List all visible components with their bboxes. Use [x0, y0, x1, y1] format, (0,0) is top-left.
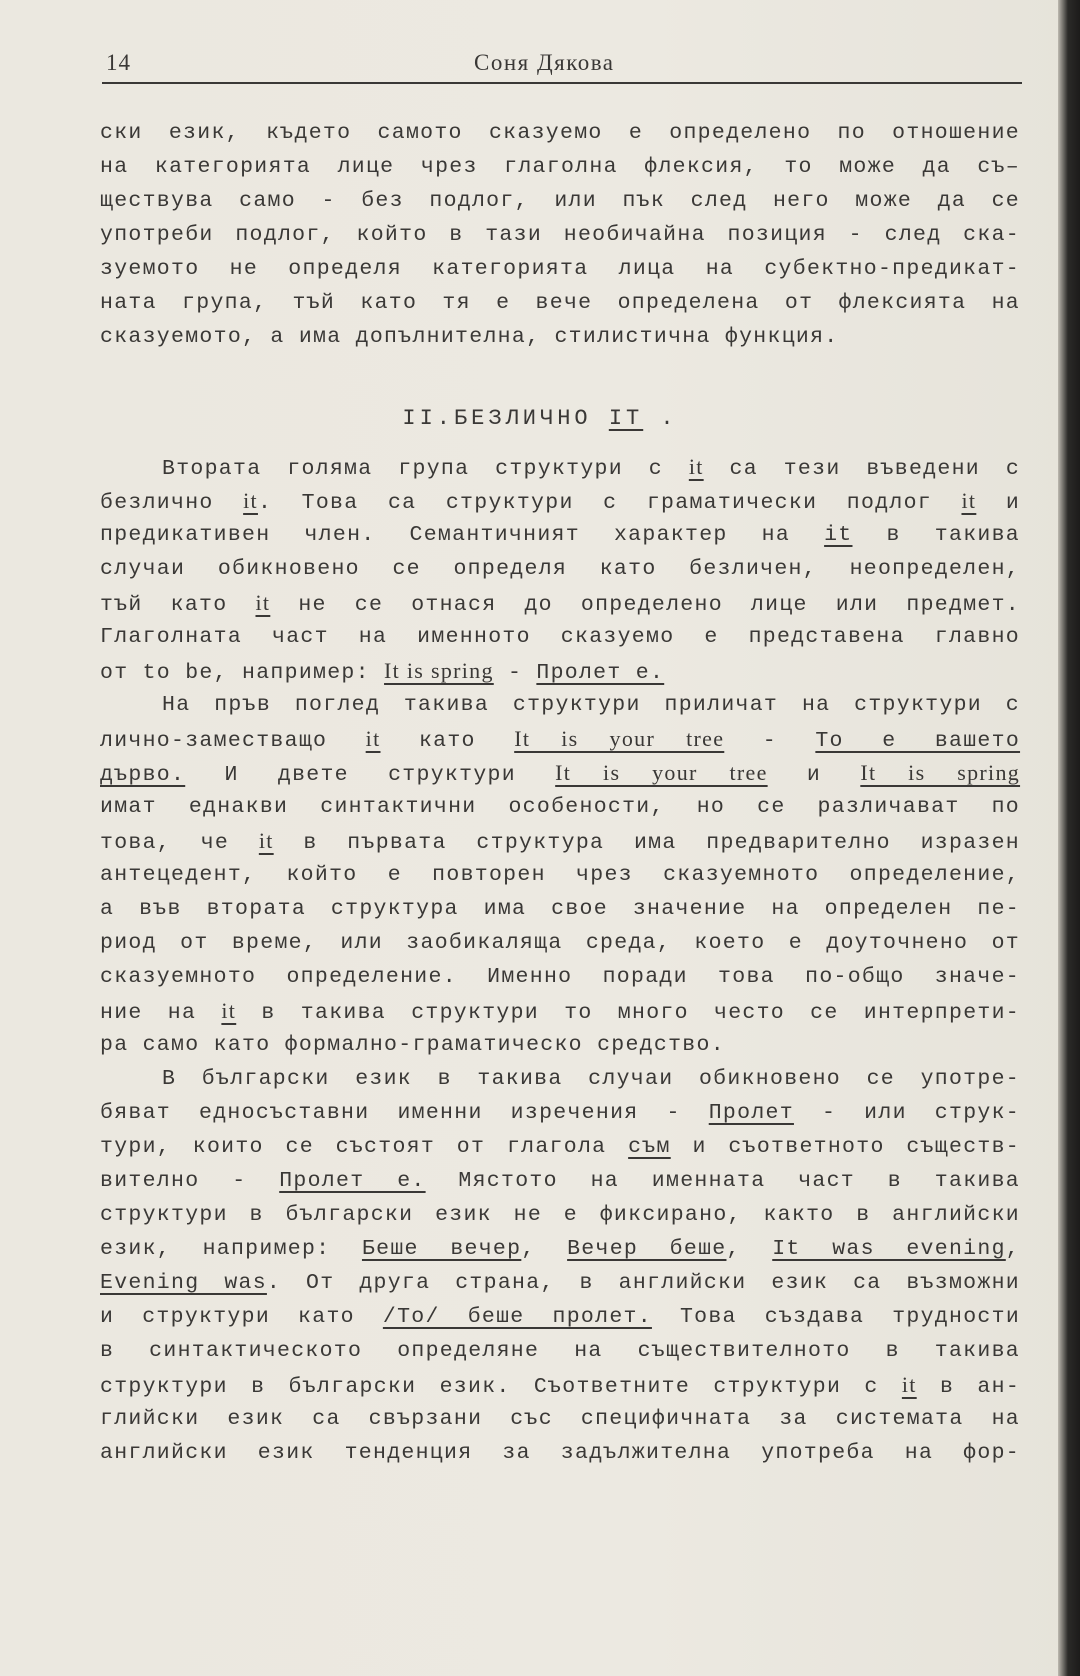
text-line: дърво. И двете структури It is your tree и It is spring	[100, 760, 1021, 787]
running-head: Соня Дякова	[474, 50, 615, 75]
text-line: а във втората структура има свое значение на определен пе-	[100, 897, 1020, 921]
text-line: сказуемното определение. Именно поради това по-общо значе-	[100, 965, 1020, 989]
text-line: ски език, където самото сказуемо е определено по отношение	[100, 121, 1020, 145]
text-line: на категорията лице чрез глаголна флексия, то може да съ–	[100, 155, 1020, 179]
text-line: употреби подлог, който в тази необичайна позиция - след ска-	[100, 223, 1020, 247]
text-line: в синтактическото определяне на съществителното в такива	[100, 1339, 1020, 1363]
text-line: сказуемото, а има допълнителна, стилистична функция.	[100, 325, 839, 349]
text-line: тури, които се състоят от глагола съм и съответното съществ-	[100, 1135, 1021, 1159]
text-line: ществува само - без подлог, или пък след него може да се	[100, 189, 1020, 213]
text-line: Втората голяма група структури с it са тези въведени с	[162, 454, 1021, 481]
text-line: структури в български език. Съответните структури с it в ан-	[100, 1372, 1021, 1399]
text-line: случаи обикновено се определя като безличен, неопределен,	[100, 557, 1020, 581]
text-line: зуемото не определя категорията лица на субектно-предикат-	[100, 257, 1020, 281]
text-line: В български език в такива случаи обикновено се употре-	[162, 1067, 1020, 1091]
text-line: вително - Пролет е. Мястото на именната част в такива	[100, 1169, 1021, 1193]
text-line: това, че it в първата структура има предварително изразен	[100, 828, 1021, 855]
body-text	[100, 116, 1020, 1470]
text-line: На пръв поглед такива структури приличат на структури с	[162, 693, 1020, 717]
paragraph-3	[100, 688, 1020, 1062]
text-line: език, например: Беше вечер, Вечер беше, It was evening,	[100, 1237, 1020, 1261]
section-heading: II.БЕЗЛИЧНО IT .	[402, 406, 678, 431]
page-number: 14	[106, 50, 131, 75]
page-edge-shadow	[1058, 0, 1080, 1676]
text-line: и структури като /То/ беше пролет. Това създава трудности	[100, 1305, 1021, 1329]
text-line: Глаголната част на именното сказуемо е представена главно	[100, 625, 1020, 649]
text-line: имат еднакви синтактични особености, но се различават по	[100, 795, 1020, 819]
text-line: антецедент, който е повторен чрез сказуемното определение,	[100, 863, 1020, 887]
text-line: ра само като формално-граматическо средство.	[100, 1033, 725, 1057]
text-line: английски език тенденция за задължителна употреба на фор-	[100, 1441, 1020, 1465]
text-line: бяват едносъставни именни изречения - Пролет - или струк-	[100, 1101, 1021, 1125]
text-line: безлично it. Това са структури с граматически подлог it и	[100, 488, 1021, 515]
text-line: от to be, например: It is spring - Пролет е.	[100, 658, 665, 685]
page-header	[102, 48, 1022, 84]
text-line: лично-заместващо it като It is your tree - То е вашето	[100, 726, 1021, 753]
text-line: риод от време, или заобикаляща среда, което е доуточнено от	[100, 931, 1020, 955]
paragraph-2	[100, 450, 1020, 688]
text-line: предикативен член. Семантичният характер на it в такива	[100, 523, 1021, 547]
text-line: ние на it в такива структури то много често се интерпрети-	[100, 998, 1020, 1025]
text-line: глийски език са свързани със специфичната за системата на	[100, 1407, 1020, 1431]
text-line: структури в български език не е фиксирано, както в английски	[100, 1203, 1020, 1227]
paragraph-1	[100, 116, 1020, 354]
text-line: тъй като it не се отнася до определено лице или предмет.	[100, 590, 1020, 617]
paragraph-4	[100, 1062, 1020, 1470]
text-line: ната група, тъй като тя е вече определена от флексията на	[100, 291, 1020, 315]
text-line: Evening was. От друга страна, в английски език са възможни	[100, 1271, 1020, 1295]
